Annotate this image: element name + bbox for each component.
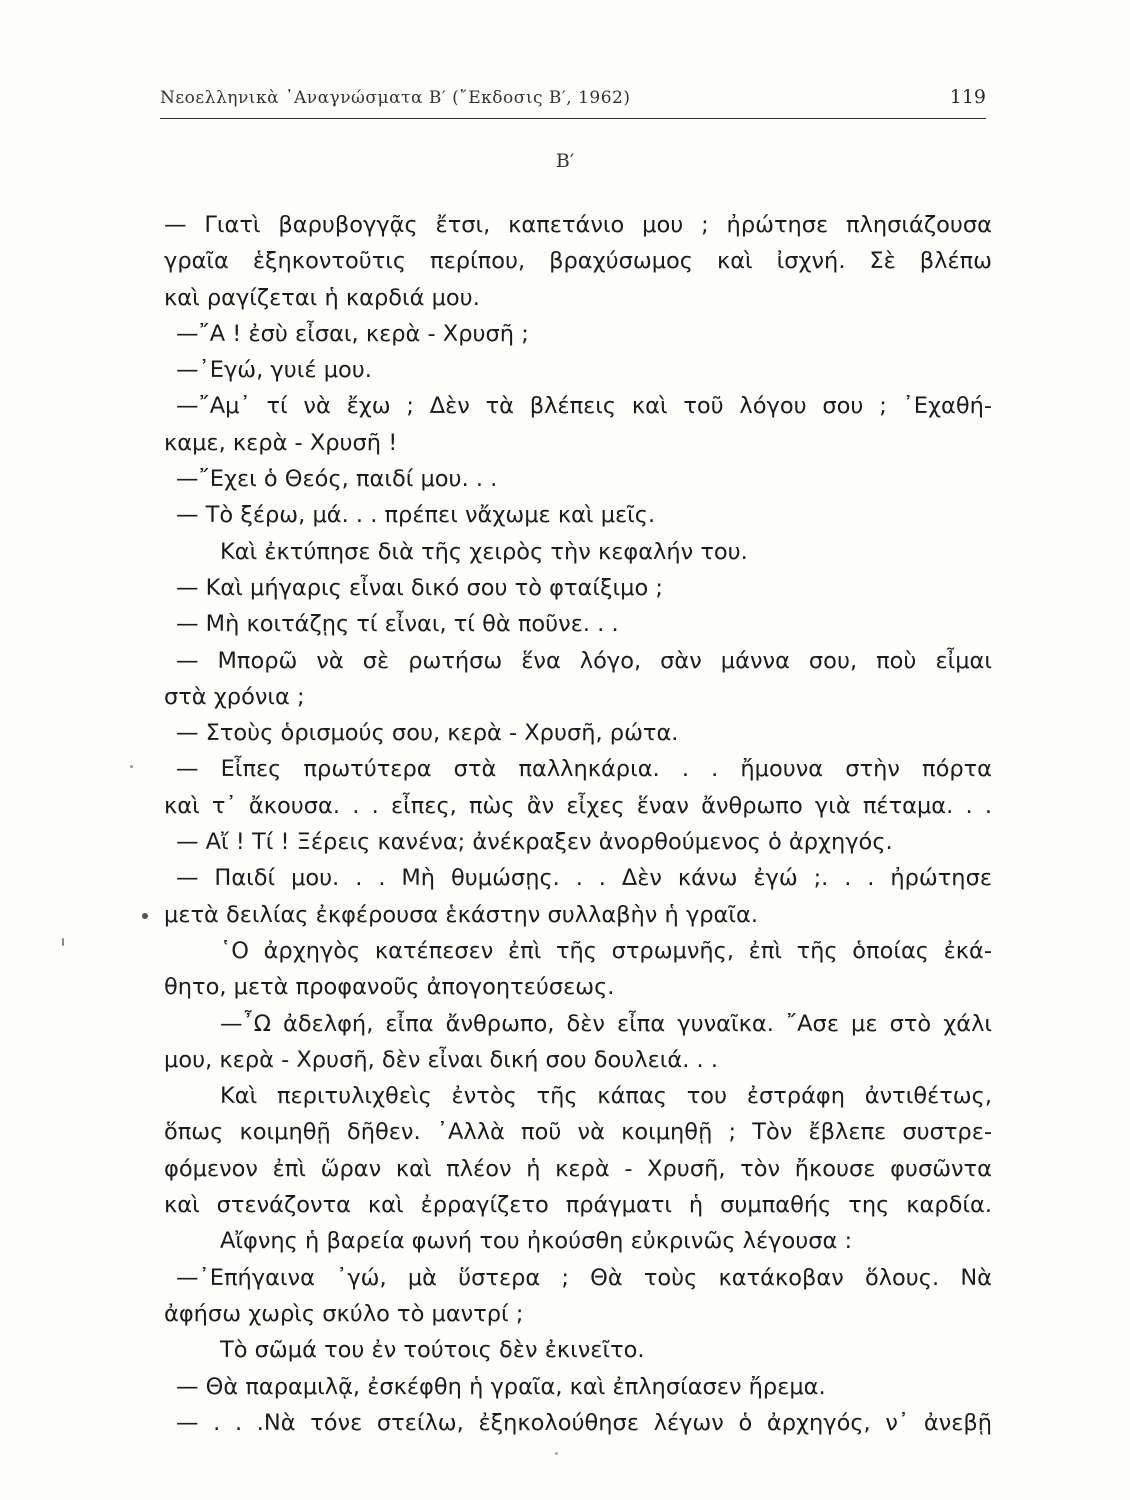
text-line: ἀφήσω χωρὶς σκύλο τὸ μαντρί ; (164, 1300, 524, 1327)
text-line: — Εἶπες πρωτύτερα στὰ παλληκάρια. . . ἤμουνα στὴν πόρτα (176, 756, 992, 783)
text-line: — . . .Νὰ τόνε στείλω, ἐξηκολούθησε λέγων ὁ ἀρχηγός, ν᾿ ἀνεβῇ (176, 1409, 992, 1436)
text-line: — Τὸ ξέρω, μά. . . πρέπει νἄχωμε καὶ μεῖς. (176, 502, 656, 529)
body-text (164, 207, 992, 1441)
text-line: — Θὰ παραμιλᾷ, ἐσκέφθη ἡ γραῖα, καὶ ἐπλησίασεν ἤρεμα. (176, 1373, 826, 1400)
ink-speck (555, 1452, 558, 1455)
text-line: — Μπορῶ νὰ σὲ ρωτήσω ἕνα λόγο, σὰν μάννα σου, ποὺ εἶμαι (176, 647, 992, 674)
text-line: —᾿Επήγαινα ᾿γώ, μὰ ὕστερα ; Θὰ τοὺς κατάκοβαν ὅλους. Νὰ (176, 1264, 992, 1291)
text-line: Τὸ σῶμά του ἐν τούτοις δὲν ἐκινεῖτο. (220, 1337, 645, 1364)
text-line: ῾Ο ἀρχηγὸς κατέπεσεν ἐπὶ τῆς στρωμνῆς, ἐπὶ τῆς ὁποίας ἐκά- (220, 937, 992, 964)
text-line: —῎Α ! ἐσὺ εἶσαι, κερὰ - Χρυσῆ ; (176, 320, 529, 347)
ink-speck (142, 913, 148, 919)
text-line: —῎Εχει ὁ Θεός, παιδί μου. . . (176, 466, 498, 493)
section-marker: Β′ (555, 150, 575, 172)
text-line: Καὶ ἐκτύπησε διὰ τῆς χειρὸς τὴν κεφαλήν του. (220, 538, 748, 565)
text-line: — Παιδί μου. . . Μὴ θυμώσῃς. . . Δὲν κάνω ἐγώ ;. . . ἠρώτησε (176, 865, 992, 892)
text-line: καὶ τ᾿ ἄκουσα. . . εἶπες, πὼς ἂν εἶχες ἕναν ἄνθρωπο γιὰ πέταμα. . . (164, 792, 992, 819)
text-line: — Στοὺς ὁρισμούς σου, κερὰ - Χρυσῆ, ρώτα. (176, 720, 679, 747)
text-line: — Μὴ κοιτάζῃς τί εἶναι, τί θὰ ποῦνε. . . (176, 611, 619, 638)
running-title: Νεοελληνικὰ ᾿Αναγνώσματα Β′ (῎Εκδοσις Β′, 1962) (160, 88, 631, 108)
text-line: —῏Ω ἀδελφή, εἶπα ἄνθρωπο, δὲν εἶπα γυναῖκα. ῎Ασε με στὸ χάλι (220, 1010, 992, 1037)
page-number: 119 (949, 86, 986, 108)
text-line: Αἴφνης ἡ βαρεία φωνή του ἠκούσθη εὐκρινῶς λέγουσα : (220, 1228, 853, 1255)
text-line: γραῖα ἑξηκοντοῦτις περίπου, βραχύσωμος καὶ ἰσχνή. Σὲ βλέπω (164, 248, 992, 275)
text-line: — Καὶ μήγαρις εἶναι δικό σου τὸ φταίξιμο ; (176, 574, 663, 601)
text-line: — Γιατὶ βαρυβογγᾷς ἔτσι, καπετάνιο μου ; ἠρώτησε πλησιάζουσα (164, 212, 992, 238)
text-line: θητο, μετὰ προφανοῦς ἀπογοητεύσεως. (164, 974, 615, 1001)
running-head (160, 82, 986, 119)
text-line: φόμενον ἐπὶ ὥραν καὶ πλέον ἡ κερὰ - Χρυσῆ, τὸν ἤκουσε φυσῶντα (164, 1155, 992, 1182)
text-line: ὅπως κοιμηθῇ δῆθεν. ᾿Αλλὰ ποῦ νὰ κοιμηθῇ ; Τὸν ἔβλεπε συστρε- (164, 1119, 992, 1146)
text-line: καμε, κερὰ - Χρυσῆ ! (164, 429, 398, 456)
text-line: —᾿Εγώ, γυιέ μου. (176, 357, 372, 384)
text-line: στὰ χρόνια ; (164, 683, 305, 710)
text-line: Καὶ περιτυλιχθεὶς ἐντὸς τῆς κάπας του ἐστράφη ἀντιθέτως, (220, 1083, 992, 1110)
text-line: μετὰ δειλίας ἐκφέρουσα ἑκάστην συλλαβὴν ἡ γραῖα. (164, 901, 758, 928)
text-line: καὶ ραγίζεται ἡ καρδιά μου. (164, 284, 480, 311)
text-line: — Αἴ ! Τί ! Ξέρεις κανένα; ἀνέκραξεν ἀνορθούμενος ὁ ἀρχηγός. (176, 829, 893, 856)
ink-speck (130, 765, 133, 768)
ink-speck (62, 938, 64, 946)
text-line: καὶ στενάζοντα καὶ ἐρραγίζετο πράγματι ἡ συμπαθής της καρδία. (164, 1192, 992, 1219)
text-line: μου, κερὰ - Χρυσῆ, δὲν εἶναι δική σου δουλειά. . . (164, 1046, 718, 1073)
text-line: —῎Αμ᾿ τί νὰ ἔχω ; Δὲν τὰ βλέπεις καὶ τοῦ λόγου σου ; ᾿Εχαθή- (176, 393, 992, 420)
